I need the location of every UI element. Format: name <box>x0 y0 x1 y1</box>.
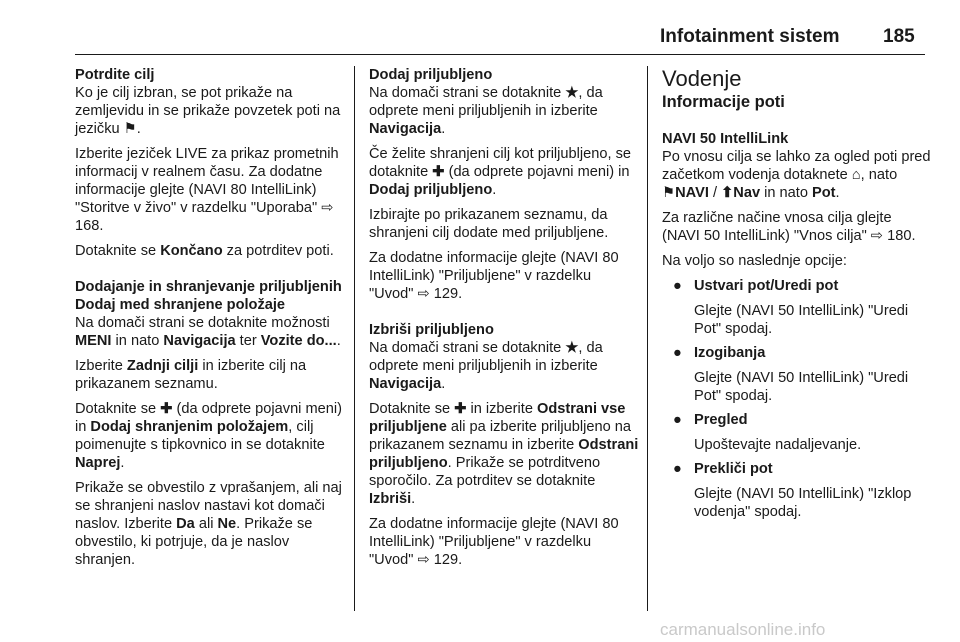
column-2 <box>369 66 639 569</box>
list-item: ● Prekliči pot Glejte (NAVI 50 IntelliLink) "Izklop vodenja" spodaj. <box>673 461 912 520</box>
heading-add-save-favourites: Dodajanje in shranjevanje priljubljenih <box>75 279 342 295</box>
paragraph: Za dodatne informacije glejte (NAVI 80 IntelliLink) "Priljubljene" v razdelku "Uvod" ⇨ 129. <box>369 250 619 302</box>
heading-add-saved-positions: Dodaj med shranjene položaje <box>75 297 286 313</box>
column-divider-2 <box>647 66 648 611</box>
paragraph: Izberite Zadnji cilji in izberite cilj na prikazanem seznamu. <box>75 358 307 392</box>
column-3 <box>662 66 932 521</box>
bullet-icon: ● <box>673 412 682 428</box>
bullet-icon: ● <box>673 345 682 361</box>
paragraph: Na voljo so naslednje opcije: <box>662 253 847 269</box>
page-number: 185 <box>883 26 915 47</box>
heading-add-favourite: Dodaj priljubljeno <box>369 67 493 83</box>
list-item: ● Izogibanja Glejte (NAVI 50 IntelliLink) "Uredi Pot" spodaj. <box>673 345 909 404</box>
list-item: ● Pregled Upoštevajte nadaljevanje. <box>673 412 862 453</box>
list-item: ● Ustvari pot/Uredi pot Glejte (NAVI 50 IntelliLink) "Uredi Pot" spodaj. <box>673 278 909 337</box>
column-1 <box>75 66 347 569</box>
plus-icon: ✚ <box>454 401 467 417</box>
options-list <box>662 277 932 521</box>
arrow-up-icon: ⬆ <box>721 185 734 201</box>
paragraph: Dotaknite se ✚ in izberite Odstrani vse priljubljene ali pa izberite priljubljeno na prikazanem seznamu in izberite Odstrani priljubljeno. Prikaže se potrditveno sporočilo. Za potrditev se dotaknite Izbriši. <box>369 401 639 507</box>
section-title: Infotainment sistem <box>660 26 840 47</box>
paragraph: Dotaknite se ✚ (da odprete pojavni meni) in Dodaj shranjenim položajem, cilj poimenujte s tipkovnico in se dotaknite Naprej. <box>75 401 342 471</box>
watermark: carmanualsonline.info <box>660 620 826 639</box>
heading-route-info: Informacije poti <box>662 93 785 111</box>
heading-confirm-destination: Potrdite cilj <box>75 67 155 83</box>
paragraph: Izbirajte po prikazanem seznamu, da shranjeni cilj dodate med priljubljene. <box>369 207 609 241</box>
plus-icon: ✚ <box>432 164 445 180</box>
paragraph: Na domači strani se dotaknite možnosti MENI in nato Navigacija ter Vozite do.... <box>75 315 341 349</box>
column-divider-1 <box>354 66 355 611</box>
paragraph: Prikaže se obvestilo z vprašanjem, ali naj se shranjeni naslov nastavi kot domači naslov. Izberite Da ali Ne. Prikaže se obvestilo, ki potrjuje, da je naslov shranjen. <box>75 480 342 568</box>
paragraph: Za različne načine vnosa cilja glejte (NAVI 50 IntelliLink) "Vnos cilja" ⇨ 180. <box>662 210 916 244</box>
plus-icon: ✚ <box>160 401 173 417</box>
paragraph: Če želite shranjeni cilj kot priljubljeno, se dotaknite ✚ (da odprete pojavni meni) in Dodaj priljubljeno. <box>369 146 632 198</box>
paragraph: Ko je cilj izbran, se pot prikaže na zemljevidu in se prikaže povzetek poti na jezičku ⚑. <box>75 85 341 137</box>
paragraph: Za dodatne informacije glejte (NAVI 80 IntelliLink) "Priljubljene" v razdelku "Uvod" ⇨ 129. <box>369 516 619 568</box>
paragraph: Izberite jeziček LIVE za prikaz prometnih informacij v realnem času. Za dodatne informacije glejte (NAVI 80 IntelliLink) "Storitve v živo" v razdelku "Uporaba" ⇨ 168. <box>75 146 339 234</box>
star-icon: ★ <box>565 85 579 101</box>
heading-navi50: NAVI 50 IntelliLink <box>662 131 789 147</box>
home-icon: ⌂ <box>851 167 861 183</box>
paragraph: Dotaknite se Končano za potrditev poti. <box>75 243 334 259</box>
flag-icon: ⚑ <box>662 185 676 201</box>
heading-delete-favourite: Izbriši priljubljeno <box>369 322 494 338</box>
paragraph: Na domači strani se dotaknite ★, da odprete meni priljubljenih in izberite Navigacija. <box>369 340 603 392</box>
paragraph: Po vnosu cilja se lahko za ogled poti pred začetkom vodenja dotaknete ⌂, nato ⚑NAVI / ⬆Nav in nato Pot. <box>662 149 931 201</box>
header-rule <box>75 54 925 55</box>
paragraph: Na domači strani se dotaknite ★, da odprete meni priljubljenih in izberite Navigacija. <box>369 85 603 137</box>
page-header <box>0 0 960 58</box>
bullet-icon: ● <box>673 278 682 294</box>
heading-guidance: Vodenje <box>662 66 742 91</box>
bullet-icon: ● <box>673 461 682 477</box>
star-icon: ★ <box>565 340 579 356</box>
